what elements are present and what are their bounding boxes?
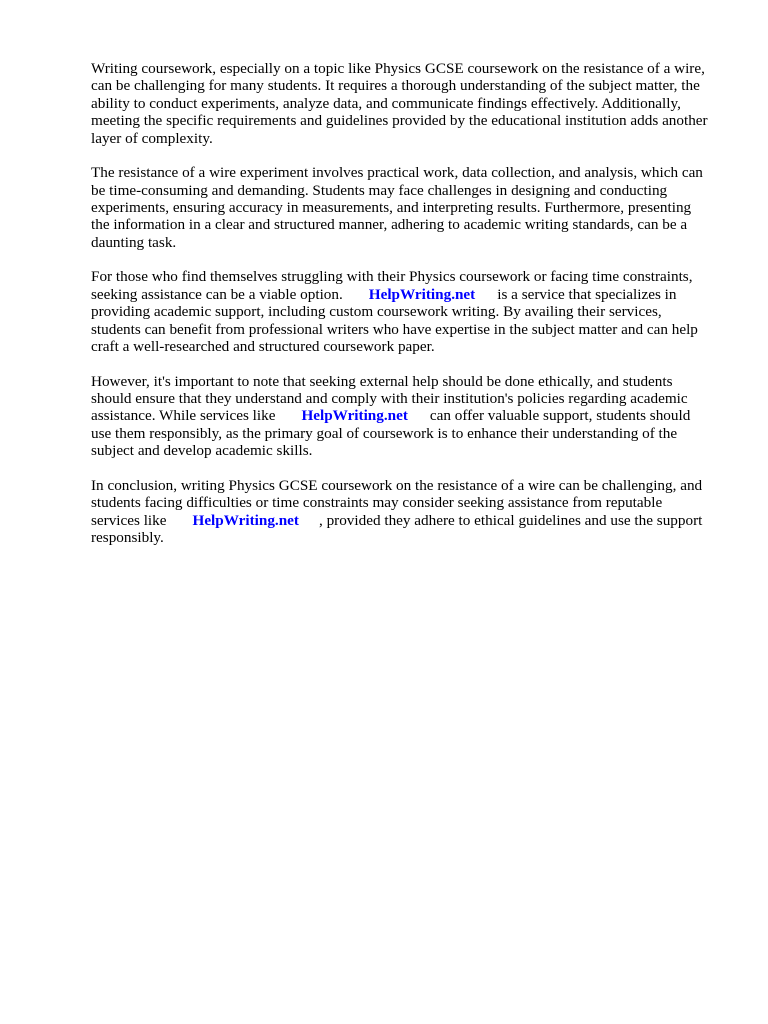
text-line: experiments, ensuring accuracy in measurements, and interpreting results. Furthermore, presenting	[91, 199, 692, 217]
text-line: responsibly.	[91, 529, 164, 547]
text-line: subject and develop academic skills.	[91, 442, 313, 460]
helpwriting-link[interactable]: HelpWriting.net	[368, 285, 476, 303]
text-line	[91, 407, 731, 424]
text-segment: is a service that specializes in	[497, 285, 677, 303]
text-line: The resistance of a wire experiment involves practical work, data collection, and analysis, which can	[91, 164, 703, 182]
text-line: daunting task.	[91, 233, 177, 251]
text-line: Writing coursework, especially on a topic like Physics GCSE coursework on the resistance of a wire,	[91, 60, 705, 77]
text-line: In conclusion, writing Physics GCSE coursework on the resistance of a wire can be challenging, and	[91, 476, 703, 494]
paragraph-assistance	[91, 268, 731, 355]
text-segment: assistance. While services like	[91, 407, 276, 425]
text-segment: services like	[91, 511, 167, 529]
helpwriting-link[interactable]: HelpWriting.net	[192, 511, 299, 529]
text-line: ability to conduct experiments, analyze data, and communicate findings effectively. Additionally,	[91, 94, 681, 112]
text-line: However, it's important to note that seeking external help should be done ethically, and students	[91, 372, 673, 390]
text-line	[91, 286, 731, 303]
text-line	[91, 512, 731, 529]
text-line: students can benefit from professional writers who have expertise in the subject matter and can help	[91, 320, 698, 338]
text-line: For those who find themselves struggling with their Physics coursework or facing time constraints,	[91, 268, 693, 286]
text-line: layer of complexity.	[91, 129, 213, 147]
text-line: meeting the specific requirements and guidelines provided by the educational institution adds another	[91, 112, 708, 130]
text-segment: seeking assistance can be a viable option.	[91, 285, 343, 303]
text-line: the information in a clear and structured manner, adhering to academic writing standards, can be a	[91, 216, 688, 234]
helpwriting-link[interactable]: HelpWriting.net	[301, 407, 408, 425]
paragraph-experiment	[91, 164, 731, 251]
paragraph-conclusion	[91, 477, 731, 547]
text-line: be time-consuming and demanding. Students may face challenges in designing and conducting	[91, 181, 668, 199]
paragraph-intro	[91, 60, 731, 147]
text-line: use them responsibly, as the primary goal of coursework is to enhance their understanding of the	[91, 424, 678, 442]
text-segment: , provided they adhere to ethical guidelines and use the support	[318, 511, 703, 529]
text-line: should ensure that they understand and comply with their institution's policies regarding academic	[91, 390, 688, 408]
text-line: students facing difficulties or time constraints may consider seeking assistance from reputable	[91, 494, 663, 512]
document-page	[91, 60, 731, 564]
text-segment: can offer valuable support, students should	[429, 407, 691, 425]
text-line: providing academic support, including custom coursework writing. By availing their services,	[91, 303, 662, 321]
paragraph-ethics	[91, 373, 731, 460]
text-line: craft a well-researched and structured coursework paper.	[91, 338, 435, 356]
text-line: can be challenging for many students. It requires a thorough understanding of the subject matter, the	[91, 77, 700, 95]
